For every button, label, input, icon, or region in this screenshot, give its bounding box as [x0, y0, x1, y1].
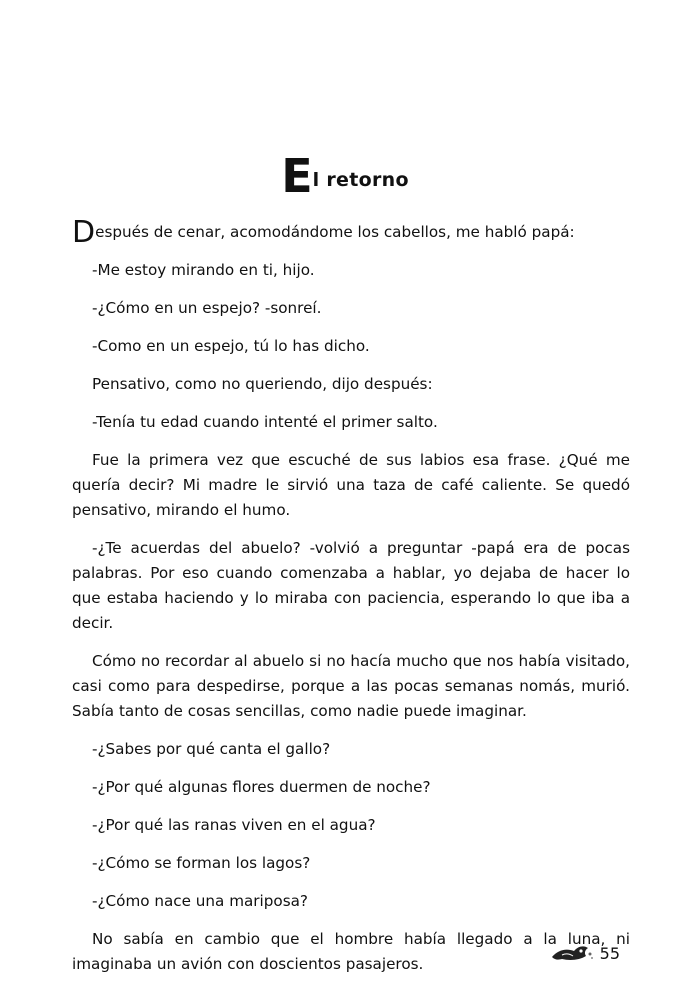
page-number-footer [550, 942, 620, 964]
body-text [72, 215, 630, 977]
paragraph: -Como en un espejo, tú lo has dicho. [92, 337, 370, 355]
paragraph: -¿Cómo en un espejo? -sonreí. [92, 299, 322, 317]
paragraph: -Tenía tu edad cuando intenté el primer salto. [92, 413, 438, 431]
paragraph: Fue la primera vez que escuché de sus labios esa frase. ¿Qué me quería decir? Mi madre le sirvió una taza de café caliente. Se quedó pensativo, mirando el humo. [72, 451, 630, 519]
chapter-title [0, 149, 690, 203]
page-number: 55 [599, 943, 620, 963]
paragraph: -¿Cómo se forman los lagos? [92, 854, 311, 872]
paragraph: -¿Cómo nace una mariposa? [92, 892, 308, 910]
paragraph: Pensativo, como no queriendo, dijo después: [92, 375, 433, 393]
paragraph: Después de cenar, acomodándome los cabellos, me habló papá: [72, 215, 575, 250]
paragraph: Cómo no recordar al abuelo si no hacía mucho que nos había visitado, casi como para despedirse, porque a las pocas semanas nomás, murió. Sabía tanto de cosas sencillas, como nadie puede imaginar. [72, 652, 630, 720]
bird-decoration-icon [550, 942, 594, 964]
title-initial-letter: E [281, 149, 313, 204]
paragraph: -¿Sabes por qué canta el gallo? [92, 740, 331, 758]
paragraph: -¿Te acuerdas del abuelo? -volvió a preguntar -papá era de pocas palabras. Por eso cuando comenzaba a hablar, yo dejaba de hacer lo que estaba haciendo y lo miraba con paciencia, esperando lo que iba a decir. [72, 539, 630, 632]
paragraph: -¿Por qué las ranas viven en el agua? [92, 816, 376, 834]
paragraph: -¿Por qué algunas flores duermen de noche? [92, 778, 431, 796]
drop-cap-letter: D [72, 215, 96, 250]
paragraph: No sabía en cambio que el hombre había llegado a la luna, ni imaginaba un avión con doscientos pasajeros. [72, 930, 630, 973]
title-text: l retorno [312, 169, 409, 192]
paragraph: -Me estoy mirando en ti, hijo. [92, 261, 315, 279]
